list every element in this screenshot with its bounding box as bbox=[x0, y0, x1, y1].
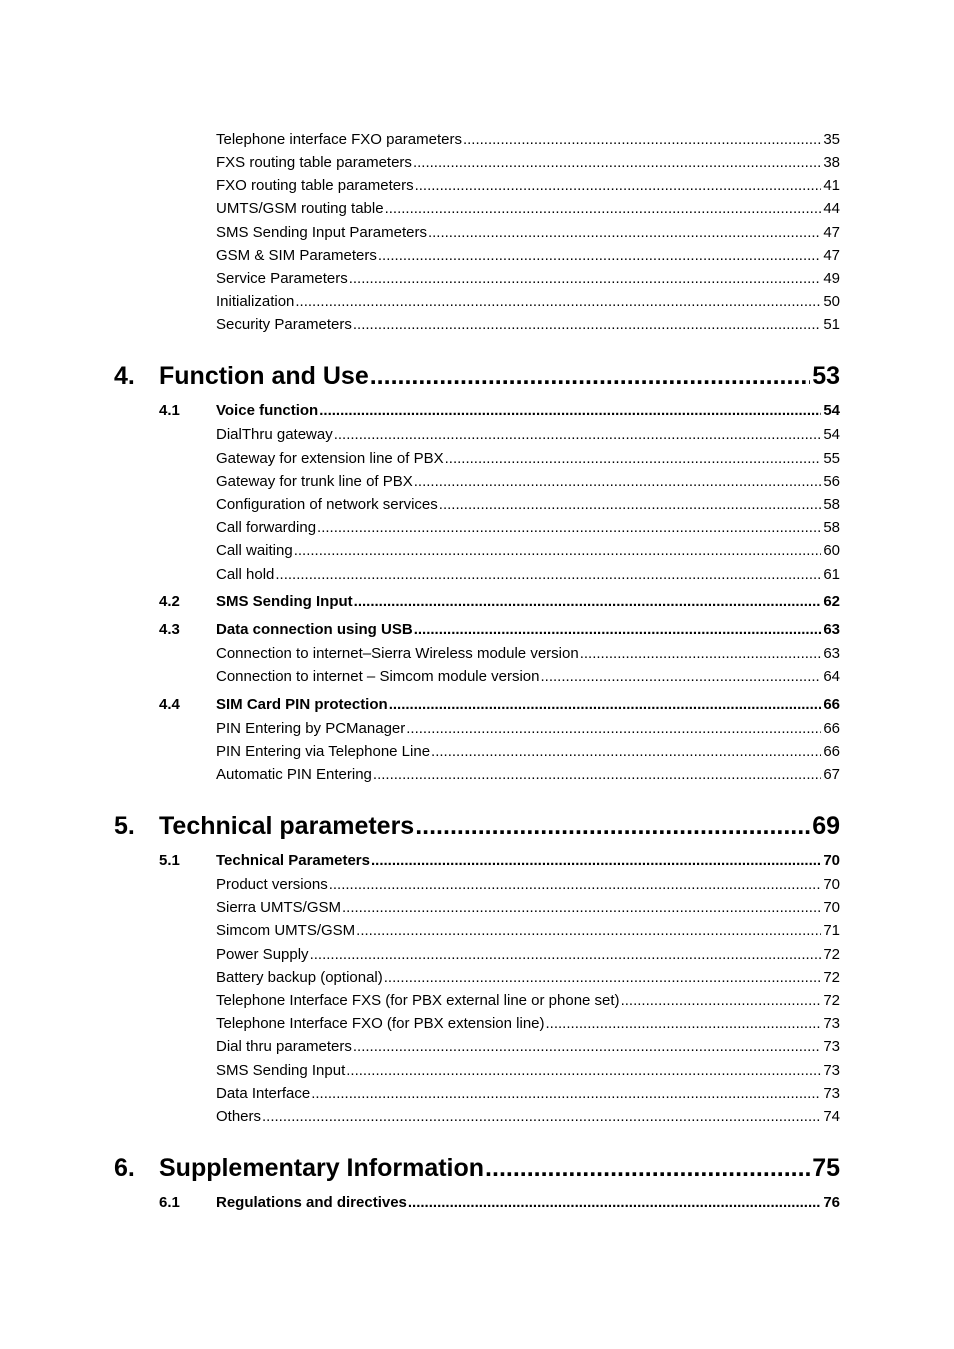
toc-subsection[interactable] bbox=[216, 743, 840, 761]
toc-leader-dots bbox=[415, 177, 822, 194]
toc-title: Others bbox=[216, 1108, 262, 1125]
toc-page-number: 69 bbox=[812, 812, 840, 840]
toc-title: Power Supply bbox=[216, 946, 309, 963]
toc-subsection[interactable] bbox=[216, 899, 840, 917]
toc-leader-dots bbox=[275, 566, 821, 583]
toc-title: Data connection using USB bbox=[216, 621, 413, 638]
toc-subsection[interactable] bbox=[216, 969, 840, 987]
toc-leader-dots bbox=[295, 293, 821, 310]
toc-page-number: 66 bbox=[823, 696, 840, 713]
toc-title: PIN Entering via Telephone Line bbox=[216, 743, 431, 760]
toc-subsection[interactable] bbox=[216, 154, 840, 172]
toc-subsection[interactable] bbox=[216, 316, 840, 334]
toc-title: Service Parameters bbox=[216, 270, 348, 287]
toc-page-number: 72 bbox=[823, 946, 840, 963]
toc-subsection[interactable] bbox=[216, 473, 840, 491]
toc-page-number: 54 bbox=[823, 426, 840, 443]
toc-subsection[interactable] bbox=[216, 720, 840, 738]
toc-title: Simcom UMTS/GSM bbox=[216, 922, 356, 939]
toc-subsection[interactable] bbox=[216, 1085, 840, 1103]
toc-title: Data Interface bbox=[216, 1085, 311, 1102]
toc-page-number: 67 bbox=[823, 766, 840, 783]
toc-page-number: 73 bbox=[823, 1038, 840, 1055]
toc-title: SMS Sending Input bbox=[216, 593, 353, 610]
toc-subsection[interactable] bbox=[216, 1062, 840, 1080]
toc-title: UMTS/GSM routing table bbox=[216, 200, 384, 217]
toc-title: Regulations and directives bbox=[216, 1194, 407, 1211]
toc-leader-dots bbox=[621, 992, 822, 1009]
toc-section[interactable] bbox=[159, 852, 840, 870]
toc-title: Battery backup (optional) bbox=[216, 969, 383, 986]
toc-leader-dots bbox=[317, 519, 821, 536]
toc-leader-dots bbox=[580, 645, 822, 662]
toc-leader-dots bbox=[408, 1194, 821, 1211]
toc-subsection[interactable] bbox=[216, 876, 840, 894]
toc-section[interactable] bbox=[159, 696, 840, 714]
toc-page-number: 49 bbox=[823, 270, 840, 287]
toc-page-number: 64 bbox=[823, 668, 840, 685]
toc-leader-dots bbox=[354, 593, 822, 610]
toc-leader-dots bbox=[294, 542, 822, 559]
toc-page-number: 66 bbox=[823, 743, 840, 760]
toc-leader-dots bbox=[384, 969, 822, 986]
toc-subsection[interactable] bbox=[216, 1108, 840, 1126]
toc-page-number: 63 bbox=[823, 621, 840, 638]
toc-page-number: 47 bbox=[823, 247, 840, 264]
toc-title: Voice function bbox=[216, 402, 319, 419]
toc-title: Gateway for trunk line of PBX bbox=[216, 473, 413, 490]
toc-page-number: 53 bbox=[812, 362, 840, 390]
toc-title: Security Parameters bbox=[216, 316, 352, 333]
toc-subsection[interactable] bbox=[216, 519, 840, 537]
toc-leader-dots bbox=[445, 450, 822, 467]
toc-leader-dots bbox=[262, 1108, 821, 1125]
toc-leader-dots bbox=[389, 696, 822, 713]
toc-page-number: 70 bbox=[823, 876, 840, 893]
toc-title: Technical Parameters bbox=[216, 852, 370, 869]
toc-leader-dots bbox=[413, 154, 821, 171]
toc-page-number: 35 bbox=[823, 131, 840, 148]
toc-title: SMS Sending Input bbox=[216, 1062, 346, 1079]
toc-title: Call waiting bbox=[216, 542, 293, 559]
toc-page-number: 54 bbox=[823, 402, 840, 419]
toc-page-number: 51 bbox=[823, 316, 840, 333]
toc-title: Automatic PIN Entering bbox=[216, 766, 372, 783]
toc-title: Dial thru parameters bbox=[216, 1038, 352, 1055]
toc-subsection[interactable] bbox=[216, 496, 840, 514]
toc-subsection[interactable] bbox=[216, 247, 840, 265]
toc-leader-dots bbox=[546, 1015, 822, 1032]
toc-leader-dots bbox=[353, 316, 821, 333]
toc-leader-dots bbox=[346, 1062, 821, 1079]
toc-leader-dots bbox=[373, 766, 821, 783]
toc-number: 6. bbox=[114, 1154, 135, 1182]
toc-leader-dots bbox=[349, 270, 822, 287]
toc-title: Gateway for extension line of PBX bbox=[216, 450, 444, 467]
toc-subsection[interactable] bbox=[216, 177, 840, 195]
toc-page-number: 56 bbox=[823, 473, 840, 490]
toc-leader-dots bbox=[329, 876, 822, 893]
toc-subsection[interactable] bbox=[216, 766, 840, 784]
toc-leader-dots bbox=[371, 852, 821, 869]
toc-page-number: 61 bbox=[823, 566, 840, 583]
toc-page-number: 72 bbox=[823, 992, 840, 1009]
toc-page-number: 60 bbox=[823, 542, 840, 559]
toc-subsection[interactable] bbox=[216, 922, 840, 940]
toc-page-number: 76 bbox=[823, 1194, 840, 1211]
toc-page-number: 74 bbox=[823, 1108, 840, 1125]
toc-page-number: 70 bbox=[823, 852, 840, 869]
toc-page-number: 47 bbox=[823, 224, 840, 241]
toc-page-number: 73 bbox=[823, 1085, 840, 1102]
toc-chapter[interactable] bbox=[114, 812, 840, 842]
toc-leader-dots bbox=[310, 946, 822, 963]
toc-title: Connection to internet–Sierra Wireless module version bbox=[216, 645, 579, 662]
toc-title: GSM & SIM Parameters bbox=[216, 247, 377, 264]
toc-leader-dots bbox=[353, 1038, 821, 1055]
toc-title: Product versions bbox=[216, 876, 328, 893]
toc-leader-dots bbox=[370, 362, 810, 391]
toc-number: 4.2 bbox=[159, 593, 180, 610]
toc-title: Initialization bbox=[216, 293, 295, 310]
toc-chapter[interactable] bbox=[114, 362, 840, 392]
toc-leader-dots bbox=[378, 247, 821, 264]
toc-title: Telephone interface FXO parameters bbox=[216, 131, 462, 148]
toc-leader-dots bbox=[428, 224, 821, 241]
toc-section[interactable] bbox=[159, 621, 840, 639]
toc-leader-dots bbox=[356, 922, 821, 939]
toc-page-number: 63 bbox=[823, 645, 840, 662]
toc-leader-dots bbox=[406, 720, 821, 737]
toc-page-number: 38 bbox=[823, 154, 840, 171]
toc-page-number: 50 bbox=[823, 293, 840, 310]
toc-leader-dots bbox=[311, 1085, 821, 1102]
toc-section[interactable] bbox=[159, 593, 840, 611]
toc-number: 5. bbox=[114, 812, 135, 840]
toc-leader-dots bbox=[342, 899, 821, 916]
toc-leader-dots bbox=[334, 426, 822, 443]
toc-page-number: 55 bbox=[823, 450, 840, 467]
toc-leader-dots bbox=[439, 496, 822, 513]
toc-subsection[interactable] bbox=[216, 293, 840, 311]
toc-page-number: 73 bbox=[823, 1015, 840, 1032]
toc-leader-dots bbox=[415, 812, 810, 841]
toc-page-number: 58 bbox=[823, 496, 840, 513]
toc-leader-dots bbox=[414, 473, 822, 490]
toc-title: FXS routing table parameters bbox=[216, 154, 412, 171]
toc-page-number: 71 bbox=[823, 922, 840, 939]
toc-title: Sierra UMTS/GSM bbox=[216, 899, 342, 916]
toc-title: DialThru gateway bbox=[216, 426, 333, 443]
toc-title: Call forwarding bbox=[216, 519, 317, 536]
toc-leader-dots bbox=[485, 1154, 810, 1183]
toc-number: 6.1 bbox=[159, 1194, 180, 1211]
toc-title: Function and Use bbox=[159, 362, 369, 390]
toc-subsection[interactable] bbox=[216, 270, 840, 288]
toc-leader-dots bbox=[431, 743, 821, 760]
toc-page-number: 72 bbox=[823, 969, 840, 986]
toc-section[interactable] bbox=[159, 1194, 840, 1212]
toc-number: 5.1 bbox=[159, 852, 180, 869]
toc-title: Technical parameters bbox=[159, 812, 415, 840]
toc-subsection[interactable] bbox=[216, 1015, 840, 1033]
toc-leader-dots bbox=[319, 402, 821, 419]
toc-title: Supplementary Information bbox=[159, 1154, 485, 1182]
toc-subsection[interactable] bbox=[216, 645, 840, 663]
toc-number: 4.3 bbox=[159, 621, 180, 638]
toc-subsection[interactable] bbox=[216, 450, 840, 468]
toc-page-number: 70 bbox=[823, 899, 840, 916]
toc-number: 4.1 bbox=[159, 402, 180, 419]
toc-leader-dots bbox=[414, 621, 822, 638]
toc-subsection[interactable] bbox=[216, 426, 840, 444]
toc-title: Connection to internet – Simcom module version bbox=[216, 668, 540, 685]
toc-title: SMS Sending Input Parameters bbox=[216, 224, 427, 241]
toc-number: 4. bbox=[114, 362, 135, 390]
toc-page-number: 66 bbox=[823, 720, 840, 737]
toc-page-number: 58 bbox=[823, 519, 840, 536]
toc-section[interactable] bbox=[159, 402, 840, 420]
toc-title: Call hold bbox=[216, 566, 275, 583]
toc-title: Telephone Interface FXS (for PBX external line or phone set) bbox=[216, 992, 620, 1009]
toc-page-number: 41 bbox=[823, 177, 840, 194]
toc-subsection[interactable] bbox=[216, 668, 840, 686]
toc-title: PIN Entering by PCManager bbox=[216, 720, 406, 737]
toc-subsection[interactable] bbox=[216, 224, 840, 242]
toc-title: SIM Card PIN protection bbox=[216, 696, 388, 713]
toc-leader-dots bbox=[463, 131, 821, 148]
toc-page-number: 62 bbox=[823, 593, 840, 610]
toc-subsection[interactable] bbox=[216, 946, 840, 964]
toc-number: 4.4 bbox=[159, 696, 180, 713]
toc-subsection[interactable] bbox=[216, 542, 840, 560]
toc-page-number: 73 bbox=[823, 1062, 840, 1079]
toc-leader-dots bbox=[385, 200, 822, 217]
toc-subsection[interactable] bbox=[216, 131, 840, 149]
toc-subsection[interactable] bbox=[216, 1038, 840, 1056]
toc-page-number: 75 bbox=[812, 1154, 840, 1182]
toc-title: Telephone Interface FXO (for PBX extension line) bbox=[216, 1015, 545, 1032]
toc-leader-dots bbox=[541, 668, 822, 685]
toc-subsection[interactable] bbox=[216, 992, 840, 1010]
toc-subsection[interactable] bbox=[216, 200, 840, 218]
toc-chapter[interactable] bbox=[114, 1154, 840, 1184]
toc-page-number: 44 bbox=[823, 200, 840, 217]
toc-title: Configuration of network services bbox=[216, 496, 438, 513]
toc-subsection[interactable] bbox=[216, 566, 840, 584]
toc-title: FXO routing table parameters bbox=[216, 177, 414, 194]
